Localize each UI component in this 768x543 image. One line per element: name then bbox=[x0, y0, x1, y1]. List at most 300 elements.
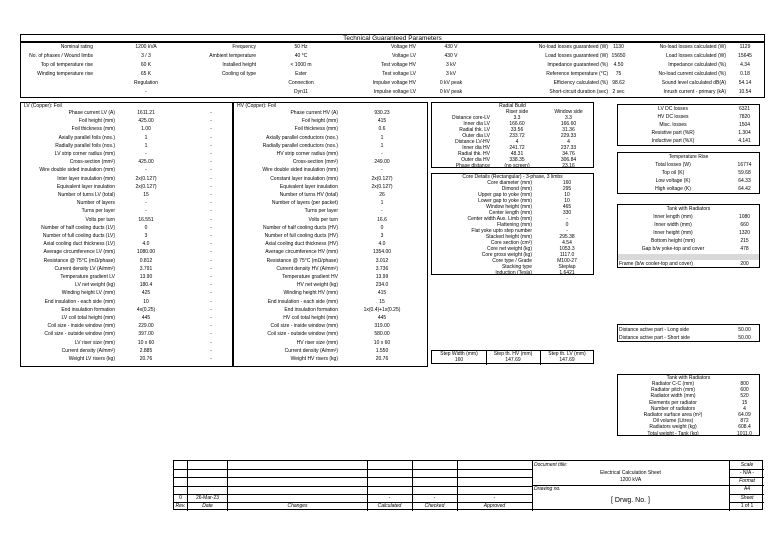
core-row-value: 1.6421 bbox=[559, 270, 575, 276]
lv-row-label: Phase current LV (A) bbox=[68, 110, 115, 116]
lv-row-label: Foil thickness (mm) bbox=[71, 126, 115, 133]
core-row-label: Core type / Grade bbox=[492, 258, 532, 264]
radial-row-label: Distance core-LV bbox=[452, 115, 490, 121]
hv-row-value: 10 x 60 bbox=[373, 339, 391, 346]
temp-row-label: Top oil (K) bbox=[661, 170, 685, 176]
header-label: Load losses guaranteed (W) bbox=[545, 53, 608, 59]
lv-row-label: Inter layer insulation (mm) bbox=[57, 175, 115, 182]
hv-row-value: - bbox=[381, 208, 383, 215]
header-label: Winding temperature rise bbox=[37, 71, 93, 77]
distance-row-label: Distance active part - Long side bbox=[619, 327, 690, 333]
header-label: Short-circuit duration (sec) bbox=[549, 89, 608, 95]
page-title: Technical Guaranteed Parameters bbox=[343, 35, 442, 42]
lv-row-value: 1.00 bbox=[141, 126, 151, 133]
lv-row-extra: - bbox=[210, 241, 212, 248]
header-value: 2 sec bbox=[612, 89, 625, 95]
tank-row-label: Bottom height (mm) bbox=[651, 238, 695, 244]
lv-row-label: Winding height LV (mm) bbox=[61, 290, 115, 297]
step-header: Step Width (mm) bbox=[440, 351, 478, 357]
temp-row-value: 64.42 bbox=[738, 186, 751, 192]
hv-row-label: Axially parallel conductors (nos.) bbox=[266, 134, 338, 141]
lv-row-label: Cross-section (mm²) bbox=[69, 159, 115, 166]
core-row-label: Stacking type bbox=[501, 264, 532, 270]
hv-row-value: 3 bbox=[380, 233, 384, 239]
hv-row-label: Weight HV risers (kg) bbox=[290, 356, 338, 362]
lv-row-extra: - bbox=[210, 356, 212, 362]
hv-row-value: 4.0 bbox=[378, 241, 386, 248]
radial-row-label: Outer dia HV bbox=[461, 157, 490, 163]
hv-row-label: Equivalent layer insulation bbox=[279, 183, 338, 190]
lv-row-extra: - bbox=[210, 274, 212, 280]
hv-row-value: 15 bbox=[379, 298, 385, 305]
header-value: Regulation bbox=[134, 80, 158, 86]
temp-row-value: 59.68 bbox=[738, 170, 751, 176]
lv-row-value: - bbox=[145, 151, 147, 157]
hv-row-value: 234.0 bbox=[375, 282, 389, 289]
core-row-label: Window height (mm) bbox=[486, 204, 532, 210]
header-label: Test voltage LV bbox=[382, 71, 416, 77]
tank-row-value: 1080 bbox=[738, 214, 751, 220]
doc-title-line2: 1200 kVA bbox=[619, 477, 642, 483]
radiators-row-value: 872 bbox=[740, 418, 749, 425]
radial-row-a: 233.72 bbox=[509, 133, 525, 139]
scale-label: Scale bbox=[740, 462, 754, 468]
hv-row-value: 249.00 bbox=[374, 159, 390, 166]
changes-value: - bbox=[388, 495, 391, 501]
hv-row-label: Wire double sided insulation (mm) bbox=[262, 167, 338, 174]
lv-row-label: Radially parallel foils (nos.) bbox=[55, 142, 115, 149]
hv-row-label: Current density HV (A/mm²) bbox=[276, 265, 338, 272]
radiators-row-value: 15 bbox=[741, 399, 748, 406]
radial-row-a: (no screen) bbox=[504, 163, 530, 169]
lv-row-label: Number of half cooling ducts (LV) bbox=[41, 224, 115, 231]
hv-row-label: Turns per layer bbox=[304, 208, 338, 215]
lv-row-label: Equivalent layer insulation bbox=[56, 183, 115, 190]
hv-row-label: Volts per turn bbox=[308, 216, 338, 223]
radiators-row-label: Radiators weight (kg) bbox=[649, 424, 697, 431]
lv-row-label: LV strip corner radius (mm) bbox=[54, 151, 115, 157]
hv-row-label: Number of full cooling ducts (HV) bbox=[264, 233, 338, 239]
hv-row-label: Constant layer insulation (mm) bbox=[270, 175, 338, 182]
header-value: 10.54 bbox=[738, 89, 752, 95]
lv-row-extra: - bbox=[210, 126, 212, 133]
hv-row-value: 1354.00 bbox=[372, 249, 392, 256]
header-value: 40 °C bbox=[294, 53, 308, 59]
hv-row-label: HV strip corner radius (mm) bbox=[276, 151, 338, 157]
radiators-row-label: Radiator C-C (mm) bbox=[651, 381, 695, 387]
radiators-row-label: Radiator pitch (mm) bbox=[651, 387, 695, 394]
hv-row-label: Radially parallel conductors (nos.) bbox=[262, 142, 338, 149]
temp-row-value: 16774 bbox=[737, 162, 752, 168]
hv-row-value: 415 bbox=[377, 118, 387, 125]
radial-row-label: Radial thk. LV bbox=[459, 127, 490, 133]
lv-row-extra: - bbox=[210, 323, 212, 330]
hv-title: HV (Copper): Foil bbox=[237, 103, 276, 109]
calculated-value: - bbox=[433, 495, 436, 501]
header-value: 430 V bbox=[444, 53, 458, 59]
hv-row-value: 319.00 bbox=[374, 323, 390, 330]
doc-title-label: Document title: bbox=[534, 462, 568, 468]
hv-row-label: Average circumference HV (mm) bbox=[265, 249, 338, 256]
temp-row-value: 64.33 bbox=[738, 178, 751, 184]
hv-row-label: Axial cooling duct thickness (HV) bbox=[265, 241, 338, 248]
lv-row-value: 445 bbox=[141, 315, 151, 321]
lv-row-value: 229.00 bbox=[138, 323, 154, 330]
radial-row-a: 48.31 bbox=[510, 151, 524, 157]
lv-row-value: 3 bbox=[144, 233, 148, 239]
lv-row-label: Current density LV (A/mm²) bbox=[54, 265, 115, 272]
hv-row-value: 20.76 bbox=[375, 356, 389, 362]
radial-row-label: Inner dia HV bbox=[462, 145, 490, 151]
core-title: Core Details (Rectangular) - 3-phase, 3 limbs bbox=[462, 174, 563, 180]
hv-row-value: 415 bbox=[377, 290, 387, 297]
lv-row-value: 2x(0.127) bbox=[135, 175, 157, 182]
lv-row-extra: - bbox=[210, 216, 212, 223]
lv-row-value: 4x(0.25) bbox=[136, 306, 156, 313]
core-row-value: - bbox=[566, 216, 568, 222]
core-row-label: Flat yoke upto step number bbox=[471, 228, 532, 234]
core-row-label: Flattening (mm) bbox=[496, 222, 532, 228]
hv-row-label: Cross-section (mm²) bbox=[292, 159, 338, 166]
lv-row-label: Number of layers bbox=[76, 200, 115, 207]
scale-value: - N/A - bbox=[739, 470, 755, 476]
radiators-row-value: 1011.0 bbox=[737, 430, 752, 437]
title-block bbox=[173, 460, 763, 510]
temperature-rise-section bbox=[617, 152, 760, 194]
core-row-label: Lower gap to yoke (mm) bbox=[478, 198, 532, 204]
lv-row-value: 15 bbox=[143, 192, 149, 198]
core-row-value: 295.38 bbox=[559, 234, 575, 240]
radial-row-b: 23.16 bbox=[562, 163, 575, 169]
format-value: A4 bbox=[743, 486, 751, 492]
sheet-label: Sheet bbox=[740, 495, 754, 501]
header-value: 4.34 bbox=[740, 62, 750, 68]
radial-row-b: 306.84 bbox=[560, 157, 577, 163]
radial-row-b: 31.36 bbox=[562, 127, 575, 133]
radial-row-a: 3.3 bbox=[513, 115, 521, 121]
header-label: Impulse voltage HV bbox=[372, 80, 416, 86]
lv-row-value: 20.76 bbox=[139, 356, 153, 362]
header-label: Voltage HV bbox=[390, 44, 416, 50]
radiators-row-label: Radiator width (mm) bbox=[650, 393, 696, 400]
hv-row-value: 16.6 bbox=[377, 216, 387, 223]
core-row-label: Upper gap to yoke (mm) bbox=[478, 192, 532, 198]
lv-row-extra: - bbox=[210, 257, 212, 264]
radiators-row-value: 800 bbox=[740, 381, 749, 387]
header-value: Connection bbox=[288, 80, 314, 86]
lv-row-value: 0 bbox=[144, 224, 148, 231]
hv-row-label: Coil size - outside window (mm) bbox=[267, 331, 338, 338]
lv-section bbox=[20, 102, 233, 367]
lv-row-label: Temperature gradient LV bbox=[60, 274, 115, 280]
lv-row-label: Coil size - inside window (mm) bbox=[47, 323, 115, 330]
tank-title: Tank with Radiators bbox=[666, 206, 711, 212]
lv-row-value: 13.90 bbox=[139, 274, 153, 280]
tank-row-value: 215 bbox=[740, 238, 749, 244]
header-label: Frequency bbox=[232, 44, 256, 50]
hv-row-value: 26 bbox=[379, 192, 385, 198]
header-value: 0 kV peak bbox=[439, 80, 463, 86]
radial-row-b: 166.60 bbox=[560, 121, 577, 127]
lv-row-label: Wire double sided insulation (mm) bbox=[39, 167, 115, 174]
hv-row-value: 2x(0.127) bbox=[371, 183, 393, 190]
lv-row-value: - bbox=[145, 167, 147, 174]
hv-row-label: Foil height (mm) bbox=[301, 118, 338, 125]
core-details-section bbox=[431, 173, 594, 275]
header-value: 75 bbox=[615, 71, 622, 77]
core-row-label: Stacked height (mm) bbox=[485, 234, 532, 240]
frame-value: 200 bbox=[740, 261, 749, 267]
lv-row-extra: - bbox=[210, 110, 212, 116]
rev-value: 0 bbox=[179, 495, 182, 501]
temp-row-label: Total losses (W) bbox=[655, 162, 691, 168]
hv-row-label: End insulation - each side (mm) bbox=[267, 298, 338, 305]
lv-row-extra: - bbox=[210, 298, 212, 305]
lv-row-value: 397.00 bbox=[138, 331, 154, 338]
lv-row-value: 1080.00 bbox=[136, 249, 156, 256]
date-header: Date bbox=[202, 503, 213, 509]
format-label: Format bbox=[739, 478, 755, 484]
hv-section bbox=[233, 102, 428, 367]
lv-row-label: Coil size - outside window (mm) bbox=[44, 331, 115, 338]
hv-row-label: Number of half cooling ducts (HV) bbox=[262, 224, 338, 231]
lv-row-extra: - bbox=[210, 134, 212, 141]
tank-shaded-row bbox=[618, 254, 759, 260]
dc-row-value: 1.304 bbox=[738, 130, 751, 136]
header-value: 50 Hz bbox=[294, 44, 308, 50]
lv-row-value: - bbox=[145, 200, 147, 207]
hv-row-value: - bbox=[381, 167, 383, 174]
hv-row-value: 0 bbox=[380, 224, 384, 231]
radiators-row-label: Radiator surface area (m²) bbox=[643, 412, 703, 418]
lv-title: LV (Copper): Foil bbox=[24, 103, 62, 109]
dc-row-label: Inductive part (%X) bbox=[651, 138, 695, 144]
radial-h2: Window side bbox=[554, 109, 583, 115]
lv-row-extra: - bbox=[210, 347, 212, 354]
dc-row-value: 4.141 bbox=[738, 138, 751, 144]
core-row-value: 160 bbox=[562, 180, 572, 186]
tank-row-label: Gap b/w yoke-top and cover bbox=[641, 246, 705, 252]
lv-row-extra: - bbox=[210, 249, 212, 256]
header-label: Installed height bbox=[222, 62, 256, 68]
lv-row-value: 1 bbox=[144, 134, 148, 141]
lv-row-label: Turns per layer bbox=[81, 208, 115, 215]
sheet-value: 1 of 1 bbox=[740, 503, 754, 509]
header-value: 1129 bbox=[739, 44, 751, 50]
header-value: 65 K bbox=[140, 71, 152, 77]
header-value: 430 V bbox=[444, 44, 458, 50]
title-bar bbox=[20, 34, 765, 42]
lv-row-value: 0.812 bbox=[139, 257, 153, 264]
rev-header: Rev. bbox=[175, 503, 186, 509]
header-label: Sound level calculated dB(A) bbox=[661, 80, 726, 86]
header-label: Impedance guaranteed (%) bbox=[547, 62, 608, 68]
lv-row-label: Weight LV risers (kg) bbox=[68, 356, 115, 362]
tank-row-value: 660 bbox=[740, 222, 749, 228]
header-label: No-load losses guaranteed (W) bbox=[538, 44, 608, 50]
frame-label: Frame (b/w cooler-top and cover) bbox=[619, 261, 693, 267]
lv-row-extra: - bbox=[210, 233, 212, 239]
radial-row-a: 166.60 bbox=[509, 121, 525, 127]
radiators-row-label: Total weight - Tank (kg) bbox=[647, 430, 699, 437]
distance-row-value: 50.00 bbox=[738, 327, 751, 333]
hv-row-value: 1 bbox=[380, 142, 384, 149]
lv-row-value: 425 bbox=[141, 290, 151, 297]
header-value: Ester bbox=[295, 71, 307, 77]
radial-row-label: Phase distance bbox=[455, 163, 490, 169]
radial-row-b: 4 bbox=[567, 139, 570, 145]
dc-row-label: HV DC losses bbox=[657, 114, 689, 120]
changes-header: Changes bbox=[287, 503, 308, 509]
header-label: Impulse voltage LV bbox=[373, 89, 416, 95]
core-row-value: 10 bbox=[564, 198, 570, 204]
hv-row-value: 1x(0.4)+1x(0.25) bbox=[363, 306, 401, 313]
hv-row-value: 580.00 bbox=[374, 331, 390, 338]
header-value: 0 kV peak bbox=[439, 89, 463, 95]
radial-row-label: Inner dia LV bbox=[463, 121, 490, 127]
radial-row-b: 237.33 bbox=[560, 145, 577, 151]
drawing-no-label: Drawing no. bbox=[534, 486, 561, 492]
hv-row-value: 13.99 bbox=[375, 274, 389, 280]
header-value: 1200 kVA bbox=[135, 44, 157, 50]
dc-losses-section bbox=[617, 104, 760, 146]
core-row-value: Steplap bbox=[558, 264, 576, 270]
core-row-label: Core diameter (mm) bbox=[487, 180, 532, 186]
header-value: 4.50 bbox=[613, 62, 624, 68]
lv-row-extra: - bbox=[210, 142, 212, 149]
hv-row-value: 3.012 bbox=[375, 257, 389, 264]
hv-row-value: 930.23 bbox=[374, 110, 390, 116]
lv-row-extra: - bbox=[210, 175, 212, 182]
checked-header: Checked bbox=[424, 503, 445, 509]
lv-row-value: 2x(0.127) bbox=[135, 183, 157, 190]
lv-row-value: 10 x 60 bbox=[137, 339, 155, 346]
radiators-row-label: Oil volume (Litres) bbox=[652, 418, 694, 425]
radiators-row-value: 608.4 bbox=[738, 424, 751, 431]
core-row-value: 465 bbox=[562, 204, 572, 210]
header-value: 60 K bbox=[140, 62, 152, 68]
radial-row-b: 229.33 bbox=[560, 133, 577, 139]
calculated-header: Calculated bbox=[377, 503, 402, 509]
hv-row-label: Coil size - inside window (mm) bbox=[270, 323, 338, 330]
lv-row-label: End insulation - each side (mm) bbox=[44, 298, 115, 305]
tank-row-value: 478 bbox=[740, 246, 749, 252]
header-label: Efficiency calculated (%) bbox=[553, 80, 608, 86]
header-label: Voltage LV bbox=[392, 53, 416, 59]
core-row-label: Induction (Tesla) bbox=[495, 270, 532, 276]
radiators-row-label: Number of radiators bbox=[650, 405, 696, 412]
temp-title: Temperature Rise bbox=[668, 154, 709, 160]
core-row-label: Core net weight (kg) bbox=[486, 246, 532, 252]
core-row-value: 10 bbox=[564, 192, 570, 198]
lv-row-label: Volts per turn bbox=[85, 216, 115, 223]
radial-row-b: 3.3 bbox=[565, 115, 572, 121]
lv-row-value: 2.885 bbox=[139, 347, 153, 354]
radial-row-b: 34.76 bbox=[562, 151, 575, 157]
step-header: Step th. LV (mm) bbox=[548, 351, 586, 357]
hv-row-label: Number of layers (per packet) bbox=[271, 200, 338, 207]
tank-row-label: Inner height (mm) bbox=[653, 230, 693, 236]
lv-row-value: 3.791 bbox=[139, 265, 153, 272]
header-value: 3 kV bbox=[445, 71, 456, 77]
header-label: Top oil temperature rise bbox=[40, 62, 93, 68]
hv-row-value: 1.550 bbox=[375, 347, 389, 354]
lv-row-extra: - bbox=[210, 192, 212, 198]
hv-row-value: 1 bbox=[380, 134, 384, 141]
hv-row-label: Foil thickness (mm) bbox=[294, 126, 338, 133]
lv-row-label: Current density (A/mm²) bbox=[61, 347, 115, 354]
lv-row-extra: - bbox=[210, 159, 212, 166]
lv-row-extra: - bbox=[210, 208, 212, 215]
radiators-title: Tank with Radiators bbox=[666, 375, 711, 381]
lv-row-extra: - bbox=[210, 200, 212, 207]
hv-row-value: 2x(0.127) bbox=[371, 175, 393, 182]
lv-row-extra: - bbox=[210, 315, 212, 321]
lv-row-value: 16.551 bbox=[138, 216, 154, 223]
core-row-label: Dimond (mm) bbox=[501, 186, 532, 192]
dc-row-label: Misc. losses bbox=[659, 122, 687, 128]
radial-row-label: Outer dia LV bbox=[462, 133, 490, 139]
lv-row-value: 425.00 bbox=[138, 159, 154, 166]
header-label: Ambient temperature bbox=[209, 53, 256, 59]
header-value: Dyn11 bbox=[293, 89, 309, 95]
core-row-value: - bbox=[566, 228, 568, 234]
header-value: 54.14 bbox=[738, 80, 752, 86]
date-value: 26-Mar-23 bbox=[195, 495, 220, 501]
lv-row-value: 10 bbox=[143, 298, 149, 305]
radial-row-a: 4 bbox=[515, 139, 519, 145]
lv-row-label: Resistance @ 75°C (mΩ/phase) bbox=[43, 257, 115, 264]
hv-row-label: HV riser size (mm) bbox=[296, 339, 338, 346]
header-label: No-load current calculated (%) bbox=[658, 71, 726, 77]
dc-row-value: 7820 bbox=[738, 114, 751, 120]
lv-row-extra: - bbox=[210, 339, 212, 346]
lv-row-value: 180.4 bbox=[139, 282, 153, 289]
temp-row-label: High voltage (K) bbox=[655, 186, 691, 192]
core-row-value: 330 bbox=[562, 210, 572, 216]
hv-row-label: Phase current HV (A) bbox=[290, 110, 338, 116]
checked-value: - bbox=[493, 495, 496, 501]
header-label: Impedance calculated (%) bbox=[668, 62, 726, 68]
lv-row-extra: - bbox=[210, 290, 212, 297]
hv-row-label: End insulation formation bbox=[284, 306, 338, 313]
header-value: 15645 bbox=[738, 53, 752, 59]
temp-row-label: Low voltage (K) bbox=[655, 178, 691, 184]
radiators-row-value: 64.09 bbox=[738, 412, 751, 418]
header-label: Test voltage HV bbox=[380, 62, 416, 68]
lv-row-extra: - bbox=[210, 118, 212, 125]
hv-row-value: 445 bbox=[377, 315, 387, 321]
hv-row-label: Temperature gradient HV bbox=[282, 274, 338, 280]
hv-row-label: Number of turns HV (total) bbox=[279, 192, 338, 198]
radial-row-label: Distance LV-HV bbox=[455, 139, 490, 145]
tank-section bbox=[617, 204, 760, 268]
radiators-row-value: 600 bbox=[740, 387, 749, 394]
step-value: 147.69 bbox=[559, 357, 575, 363]
dc-row-value: 6321 bbox=[738, 106, 751, 112]
lv-row-value: 1 bbox=[144, 142, 148, 149]
hv-row-label: HV net weight (kg) bbox=[296, 282, 338, 289]
hv-row-label: HV coil total height (mm) bbox=[283, 315, 338, 321]
radial-title: Radial Build bbox=[499, 103, 526, 109]
radial-h1: Riser side bbox=[505, 109, 529, 115]
core-row-label: Center width Aux. Limb (mm) bbox=[467, 216, 532, 222]
hv-row-label: Resistance @ 75°C (mΩ/phase) bbox=[266, 257, 338, 264]
lv-row-extra: - bbox=[210, 183, 212, 190]
radiators-row-value: 520 bbox=[740, 393, 749, 400]
header-label: Cooling oil type bbox=[221, 71, 256, 77]
radial-row-a: 338.35 bbox=[509, 157, 525, 163]
